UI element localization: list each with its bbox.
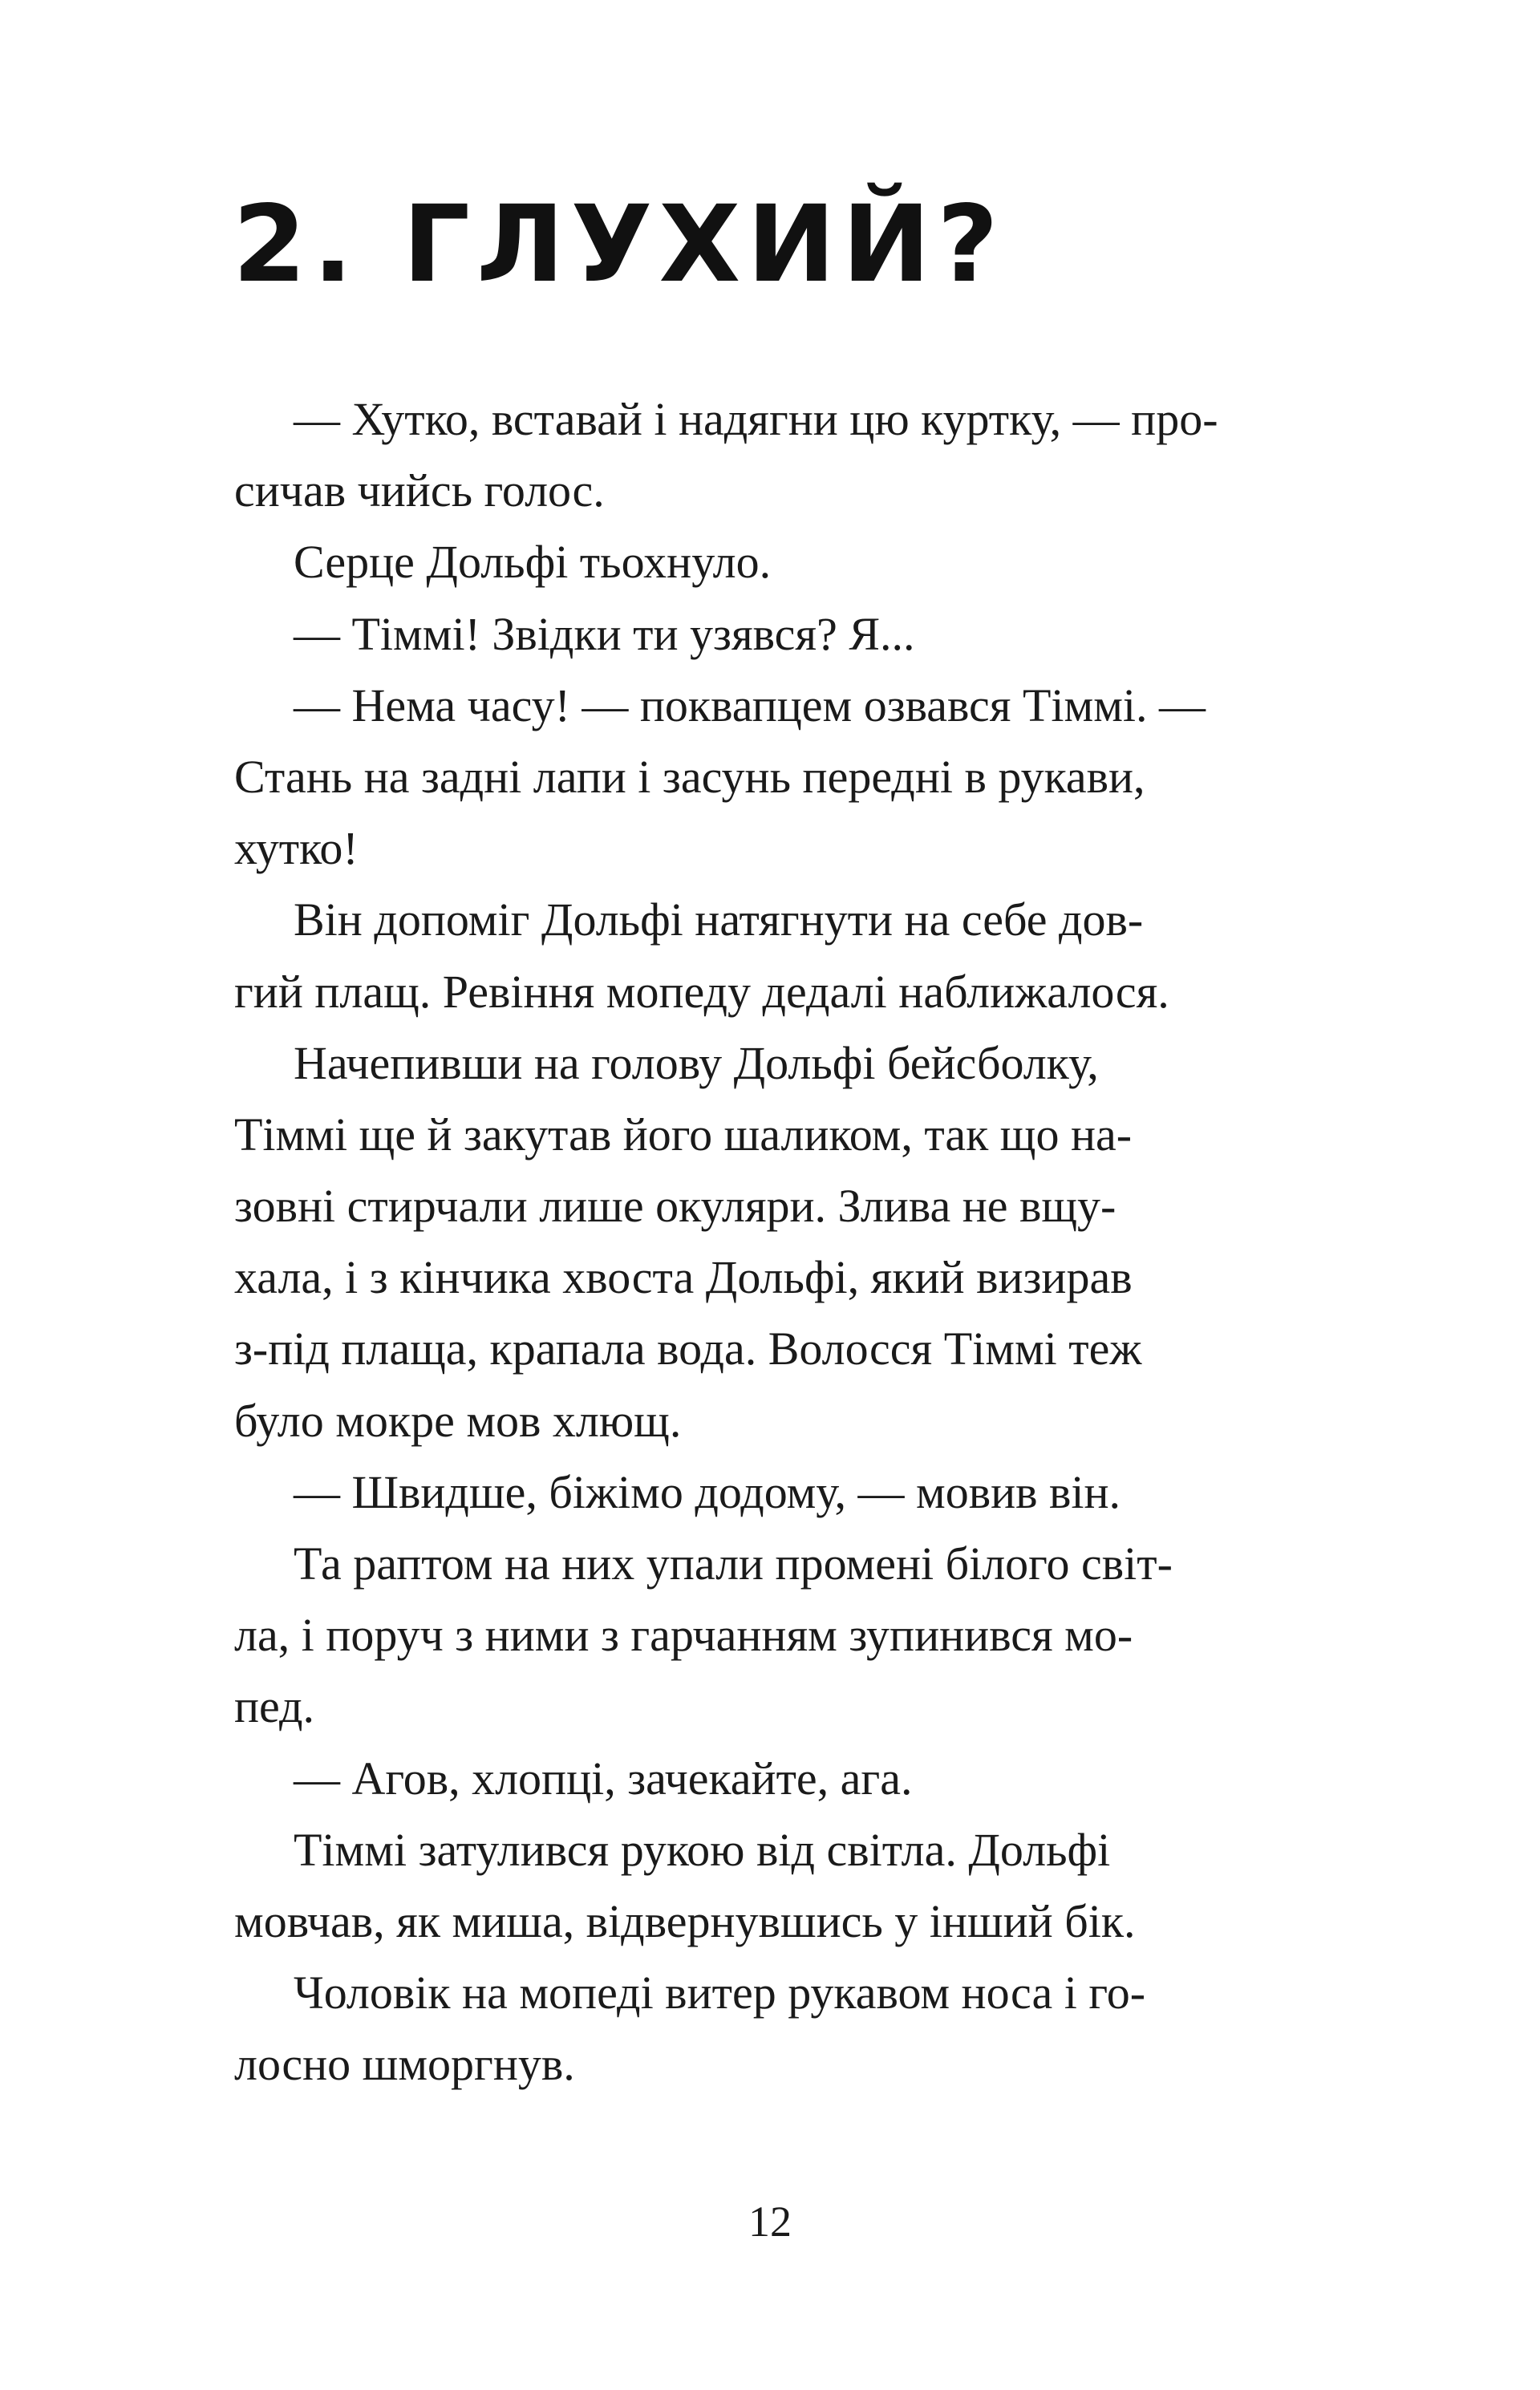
text-line: — Хутко, вставай і надягни цю куртку, — про- [294,393,1218,445]
text-line: — Швидше, біжімо додому, — мовив він. [294,1465,1121,1518]
page-number: 12 [748,2198,792,2246]
text-line: ла, і поруч з ними з гарчанням зупинився мо- [234,1609,1133,1662]
text-line: Стань на задні лапи і засунь передні в рукави, [234,750,1145,803]
text-line: — Нема часу! — поквапцем озвався Тіммі. — [294,679,1206,731]
text-line: — Агов, хлопці, зачекайте, ага. [294,1752,913,1805]
text-line: Серце Дольфі тьохнуло. [294,536,772,589]
text-line: гий плащ. Ревіння мопеду дедалі наближалося. [234,965,1169,1018]
text-line: Та раптом на них упали промені білого світ- [294,1537,1173,1590]
text-line: Чоловік на мопеді витер рукавом носа і го- [294,1967,1146,2019]
text-line: зовні стирчали лише окуляри. Злива не вщу- [234,1180,1116,1233]
text-line: хала, і з кінчика хвоста Дольфі, який визирав [234,1251,1133,1304]
text-line: хутко! [234,822,359,875]
text-line: Тіммі затулився рукою від світла. Дольфі [294,1823,1111,1876]
text-line: мовчав, як миша, відвернувшись у інший бік. [234,1894,1136,1947]
text-line: було мокре мов хлющ. [234,1394,682,1447]
text-line: Начепивши на голову Дольфі бейсболку, [294,1036,1099,1089]
text-line: Тіммі ще й закутав його шаликом, так що на- [234,1108,1133,1161]
text-line: сичав чийсь голос. [234,464,605,517]
chapter-title: 2. ГЛУХИЙ? [233,183,1005,306]
text-line: — Тіммі! Звідки ти узявся? Я... [294,607,915,660]
text-line: Він допоміг Дольфі натягнути на себе дов- [294,893,1144,946]
text-line: з-під плаща, крапала вода. Волосся Тіммі теж [234,1323,1142,1375]
chapter-body [234,383,1325,2100]
text-line: лосно шморгнув. [234,2038,575,2091]
text-line: пед. [234,1680,315,1733]
